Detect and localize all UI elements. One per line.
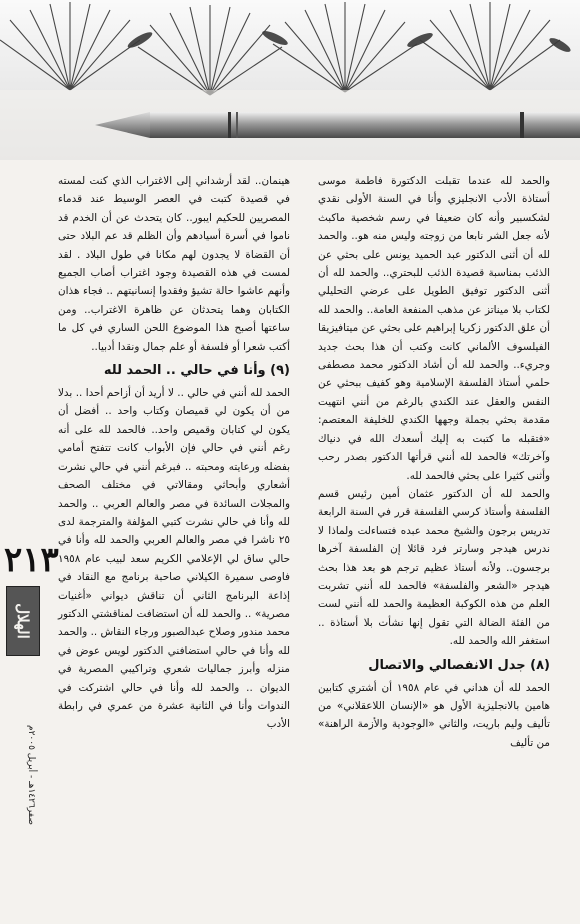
- fan-ornaments: [0, 2, 560, 95]
- magazine-name: الهلال: [13, 603, 32, 639]
- magazine-logo: [6, 586, 40, 656]
- leaf-ornaments: [126, 28, 573, 54]
- page-number: ٢١٣: [4, 540, 59, 580]
- pen-graphic: [95, 112, 580, 138]
- paragraph: هينمان.. لقد أرشداني إلى الاغتراب الذي كنت لمسته في قصيدة كتبت في العصر الوسيط عند قدماء المصريين للحكيم ايبور.. كان يتحدث عن أن الخدم قد ناموا في أسرة أسيادهم وأن الظلم قد عم البلاد حتى أن القضاة لا يجدون لهم مكانا في طول البلاد . لقد لمست في هذه القصيدة وجود اغتراب أصاب الجميع وأنهم عاشوا حالة تشيؤ وفقدوا إنسانيتهم .. فجاء هذان الكتابان وهما يتحدثان عن ظاهرة الاغتراب.. ومن ساعتها أصبح هذا الموضوع اللحن الساري في كل ما أكتب شعرا أو فلسفة أو علم جمال ونقدا أدبيا..: [58, 175, 290, 353]
- right-column: [318, 172, 550, 752]
- decorative-banner: [0, 0, 580, 160]
- issue-date: صفر١٤٢٦هـ - أبريل ٢٠٠٥م: [26, 725, 36, 825]
- paragraph: الحمد لله أنني في حالي .. لا أريد أن أزاحم أحدا .. بدلا من أن يكون لي قميصان وكتاب واحد .. أفضل أن يكون لي كتابان وقميص واحد.. فالحمد لله على أنه رغم أنني في حالي فإن الأبواب كانت تتفتح أمامي بفضله ورعايته ومحبته .. فبرغم أنني في حالي نشرت أشعاري وأبحاثي ومقالاتي في مختلف الصحف والمجلات السائدة في مصر والعالم العربي .. والحمد لله وأنا في حالي نشرت كتبي المؤلفة والمترجمة لدى ٢٥ ناشرا في مصر والعالم العربي والحمد لله وأنا في حالي ساق لي الإعلامي الكريم سعد لبيب عام ١٩٥٨ فاوصى سميرة الكيلاني صاحبة برنامج مع النقاد في إذاعة البرنامج الثاني أن تناقش ديواني «أغنيات مصرية» .. والحمد لله أن استضافت لمناقشتي الدكتور محمد مندور وصلاح عبدالصبور ورجاء النقاش .. والحمد لله وأنا في حالي استضافني الدكتور لويس عوض في منزله وأبرز جماليات شعري وتراكيبي المصرية في الديوان .. والحمد لله وأنا في حالي اشتركت في الندوات وأنا في الثانية عشرة من عمري في رابطة الأدب: [58, 387, 290, 731]
- section-heading: (٨) جدل الانفصالي والاتصال: [368, 657, 550, 673]
- issue-info: [24, 660, 38, 890]
- section-heading: (٩) وأنا في حالي .. الحمد لله: [103, 363, 290, 379]
- left-column: [58, 172, 290, 734]
- ornamental-header-artwork: [0, 0, 580, 160]
- paragraph: الحمد لله أن هداني في عام ١٩٥٨ أن أشتري كتابين هامين بالانجليزية الأول هو «الإنسان اللاعقلاني» من تأليف وليم باريت، والثاني «الوجودية والأزمة الراهنة» من تأليف: [318, 681, 550, 749]
- paragraph: والحمد لله أن الدكتور عثمان أمين رئيس قسم الفلسفة وأستاذ كرسي الفلسفة قرر في السنة الرابعة تدريس برجون والشيخ محمد عبده فتساءلت ولماذا لا ندرس هيدجر وسارتر فرد قائلا إن الفلسفة آخرها برجسون.. ولأنه أستاذ عظيم ترجم هو بعد هذا بحث هيدجر «الشعر والفلسفة» فالحمد لله أنني تشربت العلم من هذه الكوكبة العظيمة والحمد لله أنني لست من الفئة الضالة التي تقول إنها نشأت بلا أستاذة .. استغفر الله والحمد لله.: [318, 487, 550, 648]
- paragraph: والحمد لله عندما تقبلت الدكتورة فاطمة موسى أستاذة الأدب الانجليزي وأنا في السنة الأولى نقدي لشكسبير وأنه كان ضعيفا في رسم شخصية ماكبث لأنه جعل الشر نابعا من زوجته وليس منه هو.. والحمد لله أن أثنى الدكتور عبد الحميد يونس على بحثي عن الذئب بمناسبة قصيدة الذئب للبحتري.. والحمد لله أن أثنى الدكتور توفيق الطويل على عرضي التحليلي لكتاب بلا ميناتز عن مذهب المنفعة العامة.. والحمد لله أن علق الدكتور زكريا إبراهيم على بحثي عن ميتافيزيقا الفيلسوف الألماني كانت وكتب أن هذا بحث جديد وجريء.. والحمد لله أن أشاد الدكتور محمد مصطفى حلمي أستاذ الفلسفة الإسلامية وهو كفيف ببحثي عن النفس والعقل عند الكندي بالرغم من أنني انتهيت مقدمة بحثي بجملة وجهها الكندي للخليفة المعتصم: «فتقبله ما كتبت به إليك أسعدك الله في دنياك وآخرتك» فالحمد لله أنني قرأتها الدكتور بصدر رحب وأثنى كثيرا على بحثي فالحمد لله.: [318, 175, 550, 482]
